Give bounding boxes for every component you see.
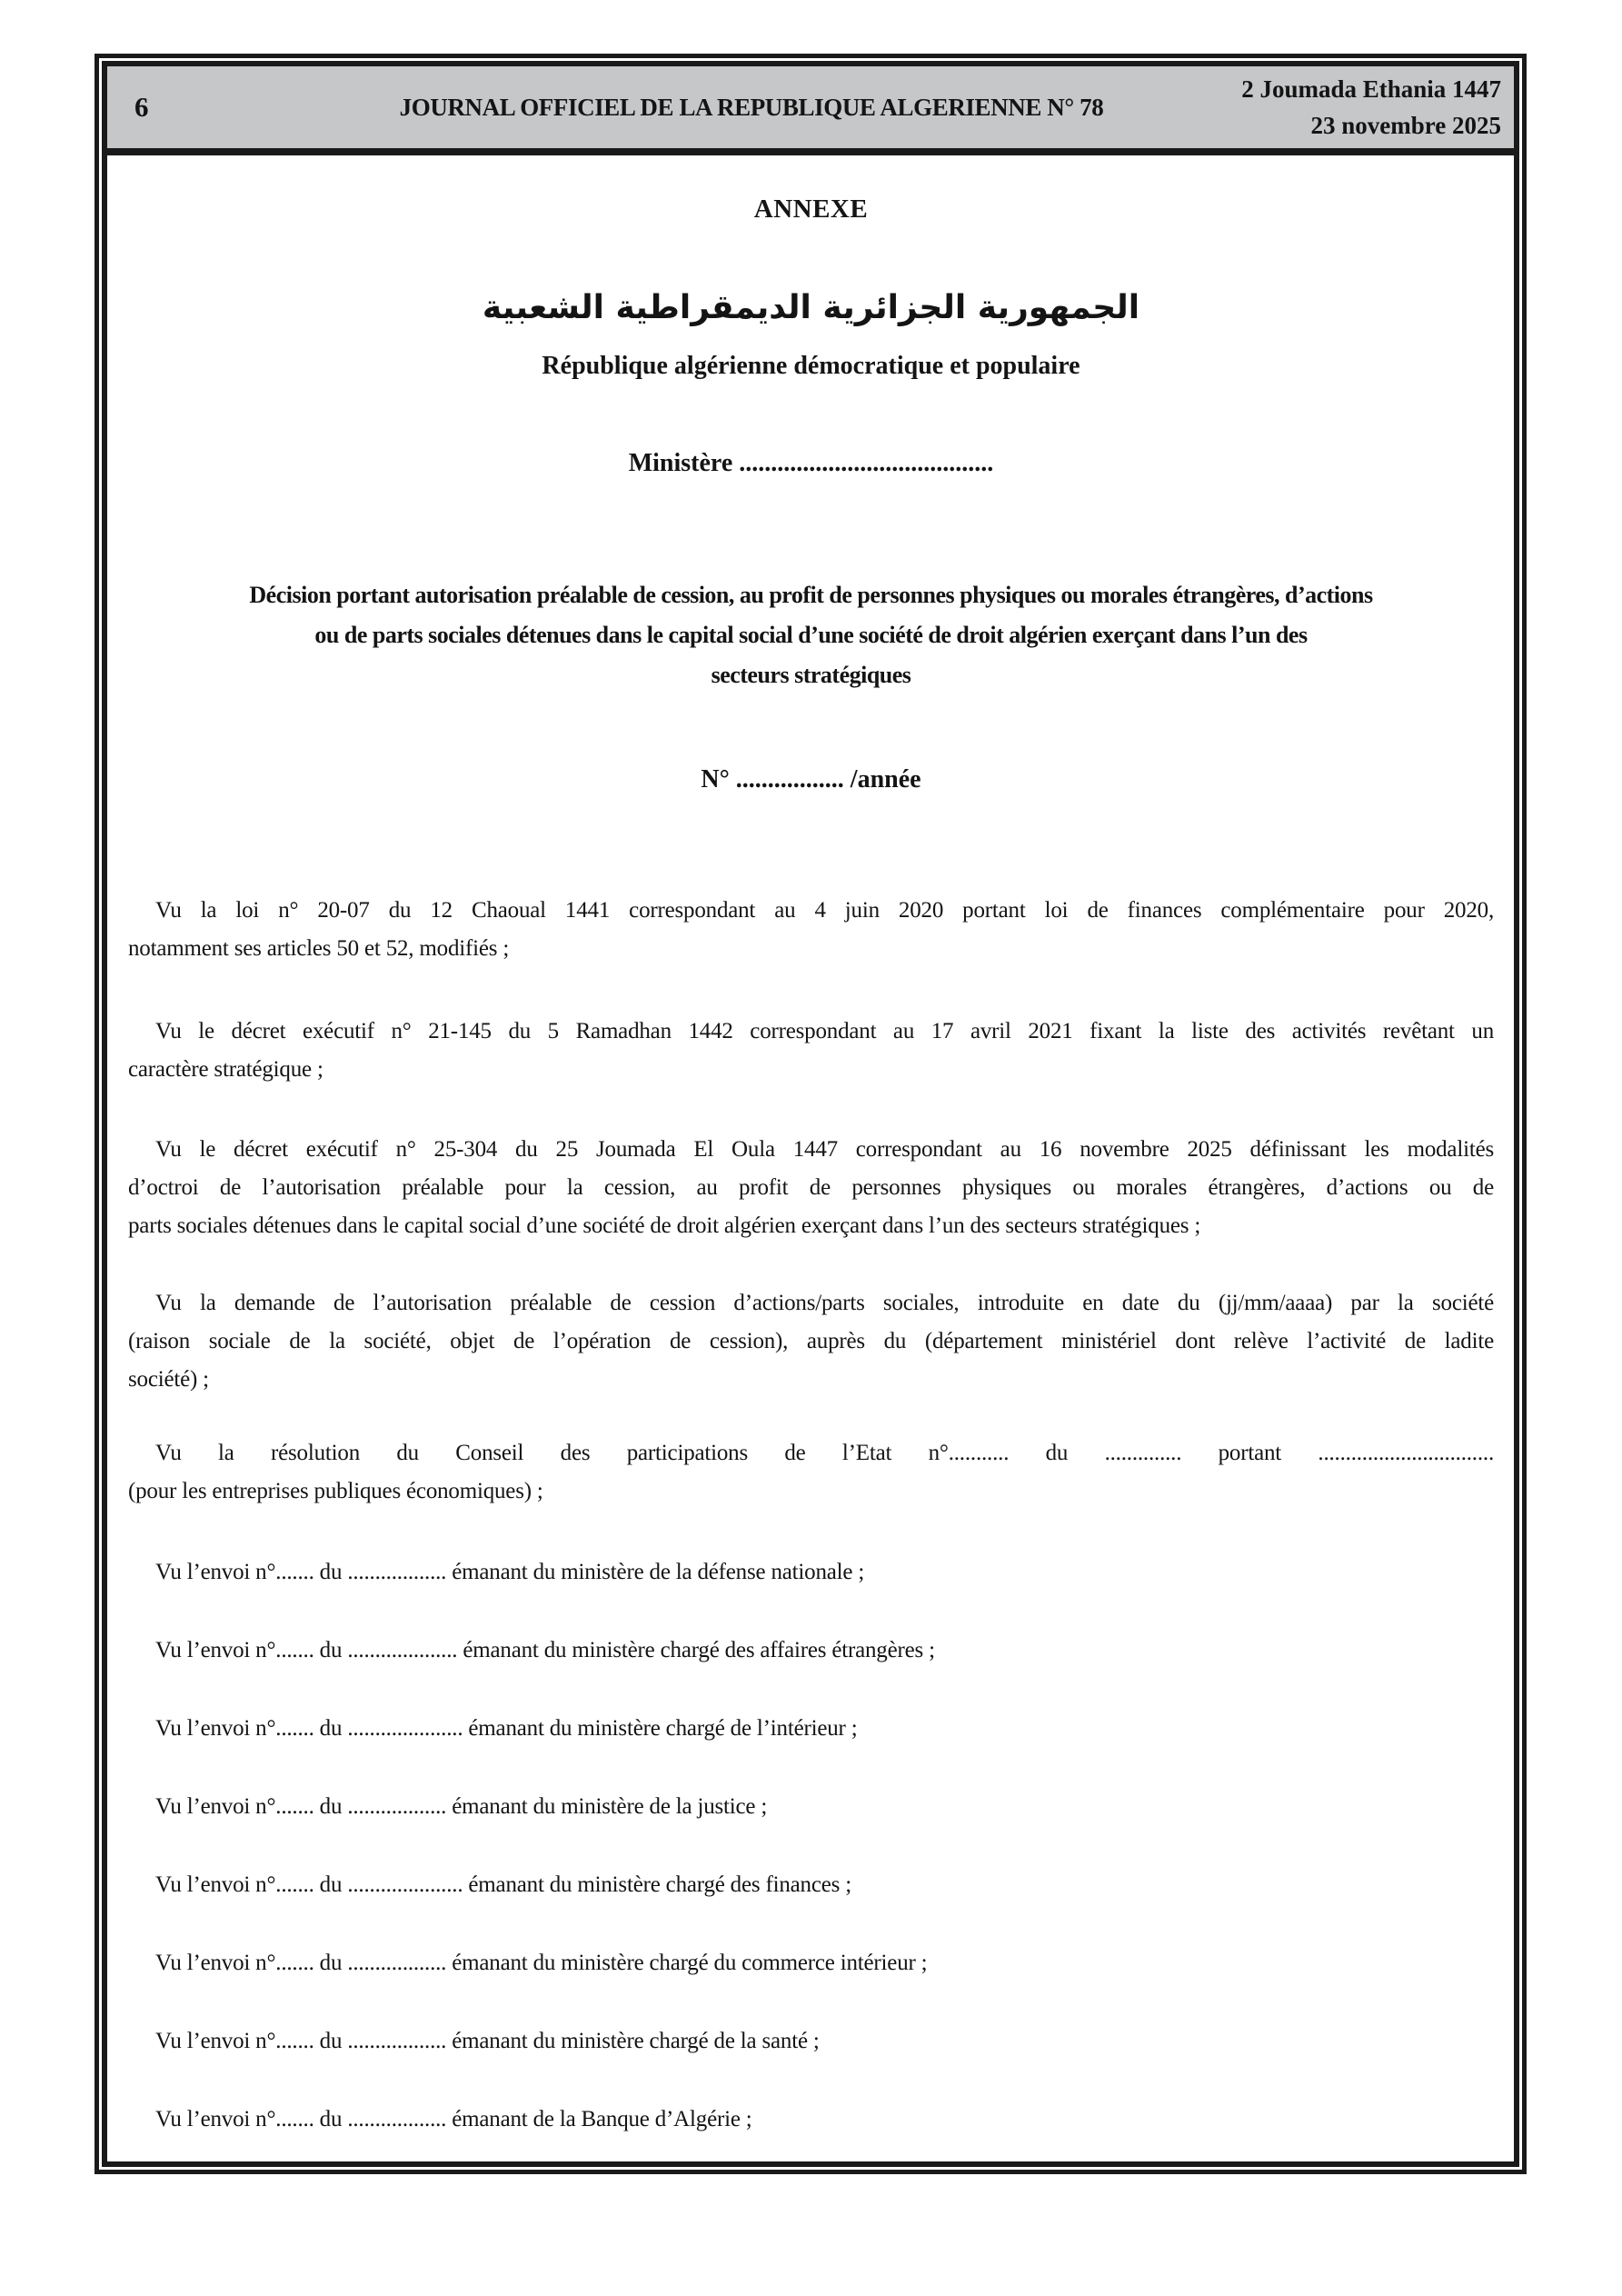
visa-line: Vu le décret exécutif n° 21-145 du 5 Ramadhan 1442 correspondant au 17 avril 2021 fixant la liste des activités revêtant un xyxy=(155,1019,1494,1043)
page-border-inner xyxy=(102,61,1519,2167)
decision-title-line-1: Décision portant autorisation préalable de cession, au profit de personnes physiques ou morales étrangères, d’actions xyxy=(249,582,1373,608)
envoi-line-banque-algerie: Vu l’envoi n°....... du .................. émanant de la Banque d’Algérie ; xyxy=(155,2107,752,2131)
envoi-line-finances: Vu l’envoi n°....... du ..................... émanant du ministère chargé des finances ; xyxy=(155,1872,851,1897)
visa-line: Vu la demande de l’autorisation préalable de cession d’actions/parts sociales, introduite en date du (jj/mm/aaaa) par la société xyxy=(155,1291,1494,1315)
decision-title-line-2: ou de parts sociales détenues dans le capital social d’une société de droit algérien exerçant dans l’un des xyxy=(314,622,1308,648)
visa-paragraph-decree-25-304 xyxy=(128,1131,1494,1245)
visa-line: Vu la loi n° 20-07 du 12 Chaoual 1441 correspondant au 4 juin 2020 portant loi de finances complémentaire pour 2020, xyxy=(155,898,1494,923)
decision-title xyxy=(128,575,1494,695)
envoi-line-sante: Vu l’envoi n°....... du .................. émanant du ministère chargé de la santé ; xyxy=(155,2029,820,2053)
envoi-line-commerce-interieur: Vu l’envoi n°....... du .................. émanant du ministère chargé du commerce intérieur ; xyxy=(155,1951,928,1975)
visa-line: société) ; xyxy=(128,1367,209,1392)
page-border-outer xyxy=(95,54,1527,2174)
journal-title: JOURNAL OFFICIEL DE LA REPUBLIQUE ALGERIENNE N° 78 xyxy=(399,93,1104,121)
envoi-line-justice: Vu l’envoi n°....... du .................. émanant du ministère de la justice ; xyxy=(155,1794,768,1819)
page-header xyxy=(107,66,1514,155)
visa-line: parts sociales détenues dans le capital social d’une société de droit algérien exerçant dans l’un des secteurs stratégiques ; xyxy=(128,1213,1201,1238)
republic-name-french: République algérienne démocratique et populaire xyxy=(542,352,1080,380)
page-number: 6 xyxy=(134,91,149,123)
reference-number-line: N° ................. /année xyxy=(701,765,921,794)
visa-paragraph-decree-21-145 xyxy=(128,1013,1494,1089)
envoi-line-defense: Vu l’envoi n°....... du .................. émanant du ministère de la défense nationale ; xyxy=(155,1560,865,1584)
ministry-line: Ministère ........................................ xyxy=(628,449,994,477)
republic-name-arabic: الجمهورية الجزائرية الديمقراطية الشعبية xyxy=(482,289,1140,326)
envoi-line-interieur: Vu l’envoi n°....... du ..................... émanant du ministère chargé de l’intérieur ; xyxy=(155,1716,858,1741)
envoi-line-affaires-etrangeres: Vu l’envoi n°....... du .................... émanant du ministère chargé des affaires étrangères ; xyxy=(155,1638,935,1662)
visa-line: d’octroi de l’autorisation préalable pour la cession, au profit de personnes physiques ou morales étrangères, d’actions ou de xyxy=(128,1175,1494,1200)
visa-line: notamment ses articles 50 et 52, modifiés ; xyxy=(128,936,510,961)
visa-paragraph-resolution xyxy=(128,1434,1494,1511)
document-body xyxy=(107,189,1514,2139)
visa-line: caractère stratégique ; xyxy=(128,1057,323,1082)
visa-line: (raison sociale de la société, objet de l’opération de cession), auprès du (département ministériel dont relève l’activité de ladite xyxy=(128,1329,1494,1353)
visa-paragraph-law xyxy=(128,892,1494,968)
header-dates xyxy=(1200,71,1514,144)
date-hijri: 2 Joumada Ethania 1447 xyxy=(1241,75,1501,103)
visa-line: (pour les entreprises publiques économiques) ; xyxy=(128,1479,543,1503)
annexe-heading: ANNEXE xyxy=(753,195,869,224)
date-gregorian: 23 novembre 2025 xyxy=(1310,112,1501,139)
visa-line: Vu le décret exécutif n° 25-304 du 25 Joumada El Oula 1447 correspondant au 16 novembre 2025 définissant les modalités xyxy=(155,1137,1494,1162)
decision-title-line-3: secteurs stratégiques xyxy=(711,662,911,688)
visa-paragraph-request xyxy=(128,1284,1494,1399)
visa-line: Vu la résolution du Conseil des participations de l’Etat n°........... du .............. portant ................................ xyxy=(155,1441,1494,1465)
journal-title-cell xyxy=(303,94,1200,122)
